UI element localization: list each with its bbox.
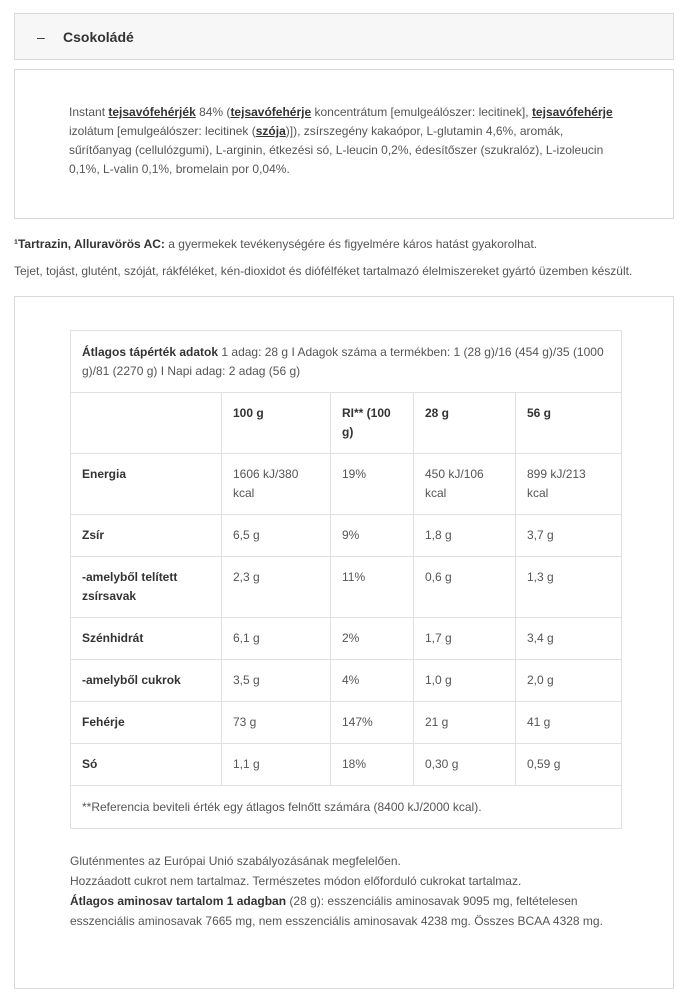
table-cell: 450 kJ/106 kcal <box>414 454 516 515</box>
ingredients-part: Instant <box>69 105 109 119</box>
table-cell: 0,59 g <box>516 744 622 786</box>
allergen-highlight: szója <box>255 124 286 138</box>
row-label: Só <box>71 744 222 786</box>
table-cell: 2,3 g <box>222 557 331 618</box>
ingredients-panel <box>14 69 674 219</box>
table-cell: 147% <box>331 702 414 744</box>
ingredients-part: 84% ( <box>195 105 231 119</box>
table-cell: 1,1 g <box>222 744 331 786</box>
table-cell: 4% <box>331 660 414 702</box>
table-row <box>71 557 622 618</box>
allergen-note: Tejet, tojást, glutént, szóját, rákféléket, kén-dioxidot és diófélféket tartalmazó élelmiszereket gyártó üzemben készült. <box>14 264 633 278</box>
table-cell: 9% <box>331 515 414 557</box>
sugar-note: Hozzáadott cukrot nem tartalmaz. Természetes módon előforduló cukrokat tartalmaz. <box>70 874 522 888</box>
ingredients-part: izolátum [emulgeálószer: lecitinek ( <box>69 124 256 138</box>
accordion-title: Csokoládé <box>63 28 134 45</box>
column-header: 56 g <box>516 393 622 454</box>
table-cell: 11% <box>331 557 414 618</box>
table-row <box>71 618 622 660</box>
table-cell: 2% <box>331 618 414 660</box>
nutrition-footnote-row <box>71 786 622 829</box>
column-header: 100 g <box>222 393 331 454</box>
table-cell: 3,5 g <box>222 660 331 702</box>
nutrition-caption-row <box>71 331 622 393</box>
allergen-highlight: tejsavófehérje <box>531 105 613 119</box>
row-label: Szénhidrát <box>71 618 222 660</box>
allergen-highlight: tejsavófehérje <box>230 105 312 119</box>
ingredients-part: )]), zsírszegény kakaópor, L-glutamin 4,6%, aromák, sűrítőanyag (cellulózgumi), L-arginin, étkezési só, L-leucin 0,2%, édesítőszer (szukralóz), L-izoleucin 0,1%, L-valin 0,1%, bromelain por 0,04%. <box>69 124 604 176</box>
amino-acid-note <box>70 891 630 931</box>
amino-acid-label: Átlagos aminosav tartalom 1 adagban <box>70 894 287 908</box>
nutrition-caption <box>71 331 622 393</box>
row-label: Energia <box>71 454 222 515</box>
column-header: RI** (100 g) <box>331 393 414 454</box>
table-row <box>71 702 622 744</box>
table-row <box>71 660 622 702</box>
column-header <box>71 393 222 454</box>
table-cell: 1,7 g <box>414 618 516 660</box>
nutrition-footnote: **Referencia beviteli érték egy átlagos felnőtt számára (8400 kJ/2000 kcal). <box>71 786 622 829</box>
accordion-header-chocolate[interactable] <box>14 13 674 60</box>
table-cell: 73 g <box>222 702 331 744</box>
amino-acid-text: (28 g): esszenciális aminosavak 9095 mg, feltételesen esszenciális aminosavak 7665 mg, nem esszenciális aminosavak 4238 mg. Összes BCAA 4328 mg. <box>70 894 603 928</box>
row-label: Zsír <box>71 515 222 557</box>
row-label: -amelyből cukrok <box>71 660 222 702</box>
collapse-icon[interactable]: – <box>37 28 45 45</box>
nutrition-table <box>70 330 622 829</box>
table-cell: 3,4 g <box>516 618 622 660</box>
table-cell: 18% <box>331 744 414 786</box>
product-notes <box>70 851 630 931</box>
allergen-highlight: tejsavófehérjék <box>108 105 196 119</box>
table-row <box>71 515 622 557</box>
table-cell: 0,30 g <box>414 744 516 786</box>
table-cell: 6,1 g <box>222 618 331 660</box>
table-cell: 1,3 g <box>516 557 622 618</box>
table-cell: 1,0 g <box>414 660 516 702</box>
nutrition-caption-title: Átlagos tápérték adatok <box>82 345 219 359</box>
tartrazin-text: a gyermekek tevékenységére és figyelmére káros hatást gyakorolhat. <box>164 237 538 251</box>
ingredients-text <box>69 103 624 179</box>
table-row <box>71 744 622 786</box>
table-cell: 0,6 g <box>414 557 516 618</box>
table-cell: 21 g <box>414 702 516 744</box>
table-cell: 3,7 g <box>516 515 622 557</box>
table-cell: 6,5 g <box>222 515 331 557</box>
gluten-free-note: Gluténmentes az Európai Unió szabályozásának megfelelően. <box>70 854 401 868</box>
table-cell: 1,8 g <box>414 515 516 557</box>
column-header: 28 g <box>414 393 516 454</box>
nutrition-caption-text: 1 adag: 28 g I Adagok száma a termékben: 1 (28 g)/16 (454 g)/35 (1000 g)/81 (2270 g) I Napi adag: 2 adag (56 g) <box>82 345 604 378</box>
nutrition-header-row <box>71 393 622 454</box>
row-label: -amelyből telített zsírsavak <box>71 557 222 618</box>
table-cell: 2,0 g <box>516 660 622 702</box>
tartrazin-label: ¹Tartrazin, Alluravörös AC: <box>14 237 165 251</box>
tartrazin-note <box>14 237 537 251</box>
table-cell: 41 g <box>516 702 622 744</box>
table-cell: 899 kJ/213 kcal <box>516 454 622 515</box>
ingredients-part: koncentrátum [emulgeálószer: lecitinek], <box>311 105 532 119</box>
table-row <box>71 454 622 515</box>
nutrition-panel <box>14 296 674 989</box>
row-label: Fehérje <box>71 702 222 744</box>
table-cell: 19% <box>331 454 414 515</box>
table-cell: 1606 kJ/380 kcal <box>222 454 331 515</box>
